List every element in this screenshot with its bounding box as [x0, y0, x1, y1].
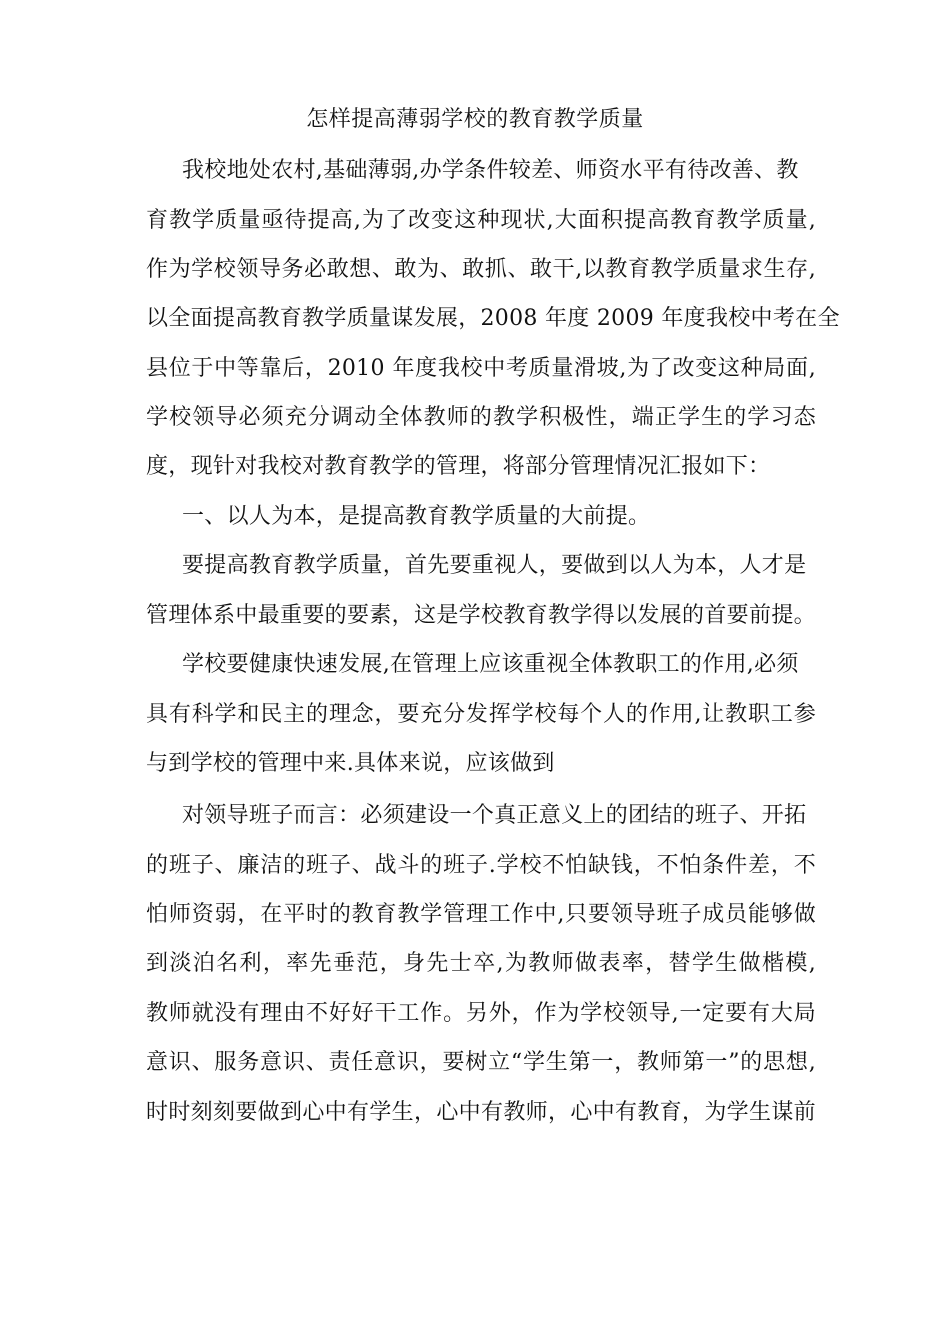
text-line: 我校地处农村,基础薄弱,办学条件较差、师资水平有待改善、教	[182, 158, 799, 183]
text-line: 与到学校的管理中来.具体来说，应该做到	[146, 751, 555, 776]
section-heading: 一、以人为本，是提高教育教学质量的大前提。	[182, 504, 651, 529]
document-title: 怎样提高薄弱学校的教育教学质量	[306, 107, 644, 132]
text-line: 县位于中等靠后，2010 年度我校中考质量滑坡,为了改变这种局面,	[146, 356, 816, 381]
text-line: 学校要健康快速发展,在管理上应该重视全体教职工的作用,必须	[182, 652, 799, 677]
text-line: 对领导班子而言：必须建设一个真正意义上的团结的班子、开拓	[182, 803, 807, 828]
text-line: 怕师资弱，在平时的教育教学管理工作中,只要领导班子成员能够做	[146, 902, 816, 927]
text-line: 时时刻刻要做到心中有学生，心中有教师，心中有教育，为学生谋前	[146, 1100, 816, 1125]
text-line: 的班子、廉洁的班子、战斗的班子.学校不怕缺钱，不怕条件差，不	[146, 853, 816, 878]
text-line: 教师就没有理由不好好干工作。另外，作为学校领导,一定要有大局	[146, 1001, 816, 1026]
text-line: 到淡泊名利，率先垂范，身先士卒,为教师做表率，替学生做楷模,	[146, 951, 816, 976]
text-line: 作为学校领导务必敢想、敢为、敢抓、敢干,以教育教学质量求生存,	[146, 257, 816, 282]
text-line: 意识、服务意识、责任意识，要树立“学生第一，教师第一”的思想,	[146, 1050, 816, 1075]
text-line: 管理体系中最重要的要素，这是学校教育教学得以发展的首要前提。	[146, 603, 816, 628]
text-line: 以全面提高教育教学质量谋发展，2008 年度 2009 年度我校中考在全	[146, 306, 840, 331]
text-line: 学校领导必须充分调动全体教师的教学积极性，端正学生的学习态	[146, 405, 816, 430]
text-line: 要提高教育教学质量，首先要重视人，要做到以人为本，人才是	[182, 553, 807, 578]
text-line: 度，现针对我校对教育教学的管理，将部分管理情况汇报如下：	[146, 454, 771, 479]
text-line: 具有科学和民主的理念，要充分发挥学校每个人的作用,让教职工参	[146, 702, 816, 727]
text-line: 育教学质量亟待提高,为了改变这种现状,大面积提高教育教学质量,	[146, 208, 816, 233]
